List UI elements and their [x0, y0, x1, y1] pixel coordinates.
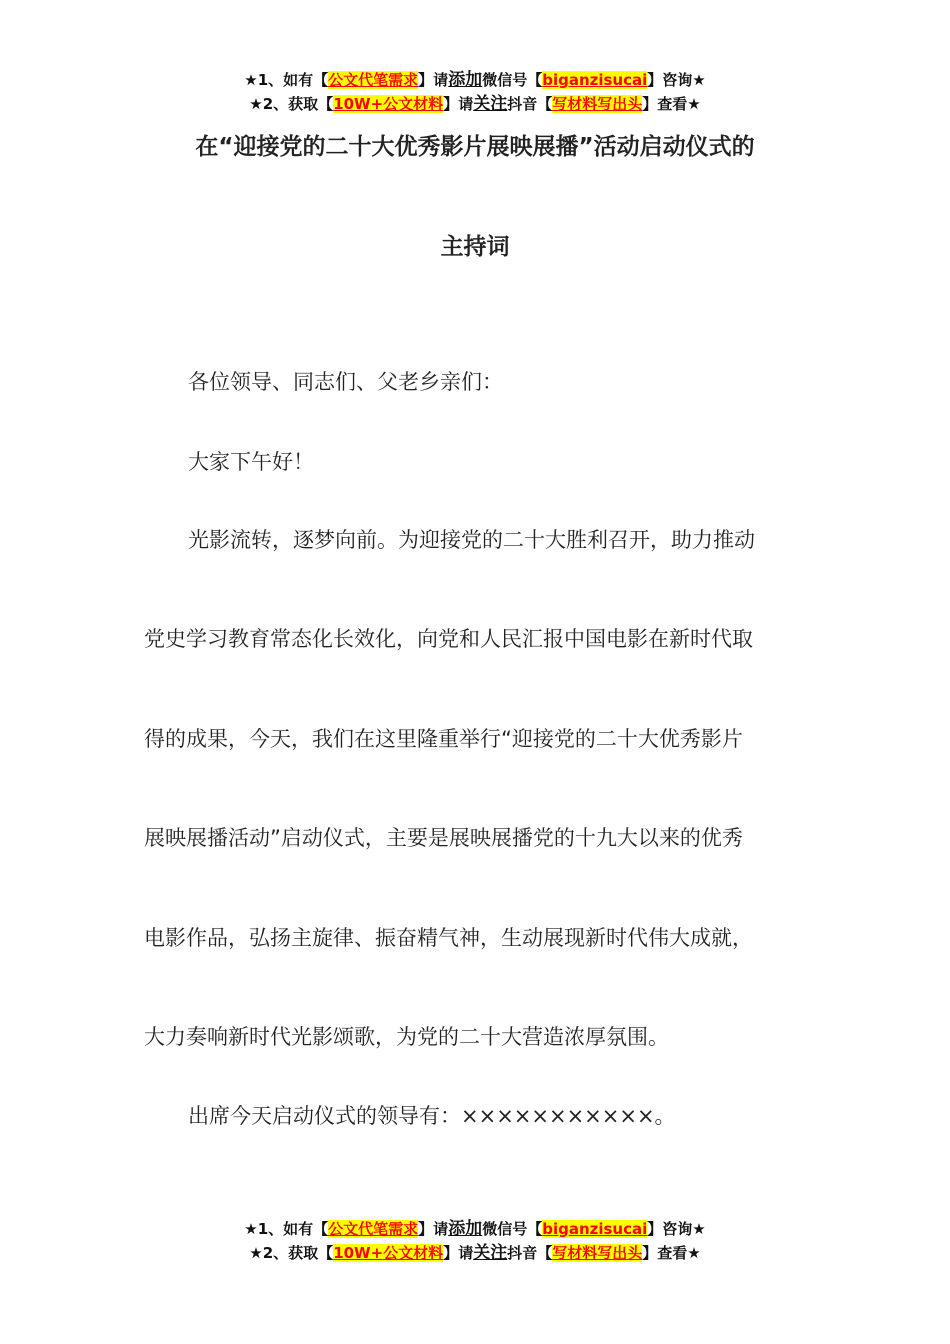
banner-highlight-wechat-id: biganzisucai: [542, 71, 648, 89]
banner-line-1: ★1、如有【公文代笔需求】请添加微信号【biganzisucai】咨询★: [244, 70, 706, 90]
body-line: 展映展播活动”启动仪式，主要是展映展播党的十九大以来的优秀: [144, 826, 743, 850]
body-line: 光影流转，逐梦向前。为迎接党的二十大胜利召开，助力推动: [188, 528, 755, 552]
document-title: 在“迎接党的二十大优秀影片展映展播”活动启动仪式的: [195, 134, 755, 160]
banner-highlight-wechat-id: biganzisucai: [542, 1220, 648, 1238]
attendees-line: 出席今天启动仪式的领导有：×××××××××××。: [188, 1104, 676, 1128]
banner-line-1: ★1、如有【公文代笔需求】请添加微信号【biganzisucai】咨询★: [244, 1219, 706, 1239]
body-line: 得的成果，今天，我们在这里隆重举行“迎接党的二十大优秀影片: [144, 727, 743, 751]
top-banner: [0, 68, 950, 116]
body-line: 党史学习教育常态化长效化，向党和人民汇报中国电影在新时代取: [144, 627, 753, 651]
banner-highlight-materials: 10W+公文材料: [333, 1244, 444, 1262]
banner-highlight-service: 公文代笔需求: [328, 71, 419, 89]
greeting: 大家下午好！: [188, 450, 314, 474]
banner-highlight-douyin: 写材料写出头: [552, 95, 643, 113]
document-title-continued: 主持词: [440, 234, 510, 260]
body-line: 大力奏响新时代光影颂歌，为党的二十大营造浓厚氛围。: [144, 1025, 669, 1049]
banner-highlight-service: 公文代笔需求: [328, 1220, 419, 1238]
banner-highlight-douyin: 写材料写出头: [552, 1244, 643, 1262]
bottom-banner: [0, 1217, 950, 1265]
banner-line-2: ★2、获取【10W+公文材料】请关注抖音【写材料写出头】查看★: [249, 94, 701, 114]
banner-highlight-materials: 10W+公文材料: [333, 95, 444, 113]
banner-line-2: ★2、获取【10W+公文材料】请关注抖音【写材料写出头】查看★: [249, 1243, 701, 1263]
body-line: 电影作品，弘扬主旋律、振奋精气神，生动展现新时代伟大成就，: [144, 926, 753, 950]
salutation: 各位领导、同志们、父老乡亲们：: [188, 370, 503, 394]
